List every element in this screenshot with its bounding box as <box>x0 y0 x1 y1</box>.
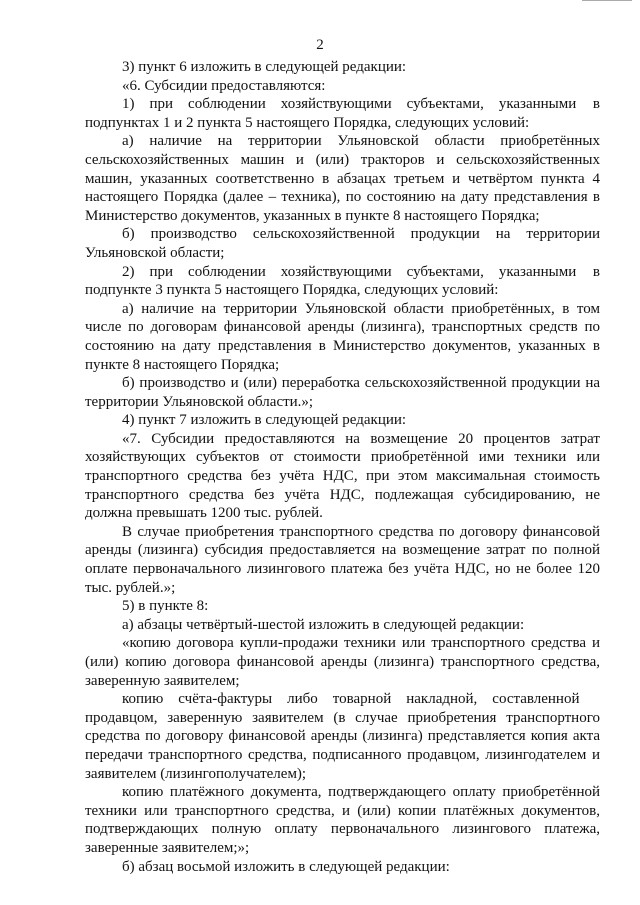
paragraph: 1) при соблюдении хозяйствующими субъектами, указанными в подпунктах 1 и 2 пункта 5 настоящего Порядка, следующих условий: <box>85 96 600 131</box>
paragraph: а) абзацы четвёртый-шестой изложить в следующей редакции: <box>122 616 525 633</box>
paragraph: 3) пункт 6 изложить в следующей редакции: <box>122 59 407 75</box>
paragraph: б) производство и (или) переработка сельскохозяйственной продукции на территории Ульяновской области.»; <box>85 375 600 410</box>
page-number: 2 <box>316 37 324 53</box>
paragraph: В случае приобретения транспортного средства по договору финансовой аренды (лизинга) субсидия предоставляется на возмещение затрат по полной оплате первоначального лизингового платежа без учёта НДС, но не более 120 тыс. рублей.»; <box>85 523 600 596</box>
document-body <box>85 58 600 876</box>
paragraph: «7. Субсидии предоставляются на возмещение 20 процентов затрат хозяйствующих субъектов от стоимости приобретённой ими техники или транспортного средства без учёта НДС, при этом максимальная стоимость транспортного средства без учёта НДС, подлежащая субсидированию, не должна превышать 1200 тыс. рублей. <box>85 430 600 522</box>
paragraph: «копию договора купли-продажи техники или транспортного средства и (или) копию договора финансовой аренды (лизинга) транспортного средства, заверенную заявителем; <box>85 635 600 689</box>
paragraph: 2) при соблюдении хозяйствующими субъектами, указанными в подпункте 3 пункта 5 настоящего Порядка, следующих условий: <box>85 263 600 299</box>
paragraph: 4) пункт 7 изложить в следующей редакции: <box>122 412 407 429</box>
paragraph: «6. Субсидии предоставляются: <box>122 77 326 94</box>
top-edge-rule <box>582 0 632 1</box>
paragraph: копию счёта-фактуры либо товарной накладной, составленной продавцом, заверенную заявителем (в случае приобретения транспортного средства по договору финансовой аренды (лизинга) представляется копия акта передачи транспортного средства, подписанного продавцом, лизингодателем и заявителем (лизингополучателем); <box>85 691 600 782</box>
paragraph: а) наличие на территории Ульяновской области приобретённых сельскохозяйственных машин и (или) тракторов и сельскохозяйственных машин, указанных соответственно в абзацах третьем и четвёртом пункта 4 настоящего Порядка (далее – техника), по состоянию на дату представления в Министерство документов, указанных в пункте 8 настоящего Порядка; <box>85 133 600 224</box>
paragraph: копию платёжного документа, подтверждающего оплату приобретённой техники или транспортного средства, и (или) копии платёжных документов, подтверждающих полную оплату первоначального лизингового платежа, заверенные заявителем;»; <box>85 784 600 856</box>
paragraph: а) наличие на территории Ульяновской области приобретённых, в том числе по договорам финансовой аренды (лизинга), транспортных средств по состоянию на дату представления в Министерство документов, указанных в пункте 8 настоящего Порядка; <box>85 300 600 373</box>
paragraph: б) абзац восьмой изложить в следующей редакции: <box>122 858 450 875</box>
paragraph: б) производство сельскохозяйственной продукции на территории Ульяновской области; <box>85 226 600 261</box>
paragraph: 5) в пункте 8: <box>122 598 209 615</box>
